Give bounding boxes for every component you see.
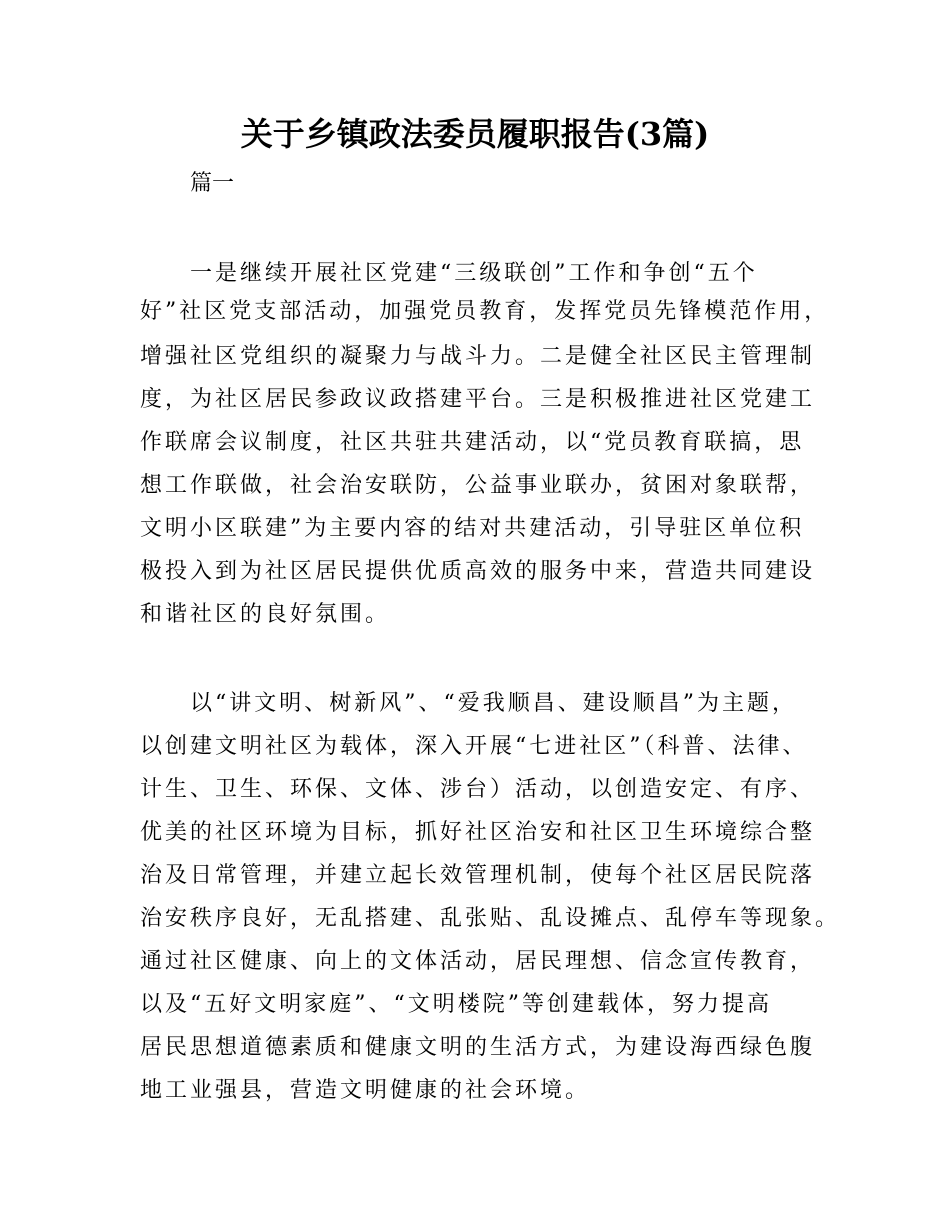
section-label: 篇一: [190, 171, 235, 196]
paragraph-line: 治安秩序良好，无乱搭建、乱张贴、乱设摊点、乱停车等现象。: [140, 906, 841, 931]
paragraph-line: 度，为社区居民参政议政搭建平台。三是积极推进社区党建工: [140, 387, 816, 412]
paragraph-line: 文明小区联建”为主要内容的结对共建活动，引导驻区单位积: [140, 516, 805, 541]
paragraph-line: 以及“五好文明家庭”、“文明楼院”等创建载体，努力提高: [140, 992, 772, 1017]
paragraph-line: 和谐社区的良好氛围。: [140, 602, 391, 627]
paragraph-line: 治及日常管理，并建立起长效管理机制，使每个社区居民院落: [140, 863, 816, 888]
paragraph-line: 一是继续开展社区党建“三级联创”工作和争创“五个: [190, 261, 758, 286]
paragraph-line: 计生、卫生、环保、文体、涉台）活动，以创造安定、有序、: [140, 777, 816, 802]
paragraph-line: 好”社区党支部活动，加强党员教育，发挥党员先锋模范作用，: [140, 299, 830, 324]
paragraph-line: 通过社区健康、向上的文体活动，居民理想、信念宣传教育，: [140, 949, 816, 974]
document-title: 关于乡镇政法委员履职报告(3篇): [240, 115, 710, 153]
paragraph-line: 居民思想道德素质和健康文明的生活方式，为建设海西绿色腹: [140, 1035, 816, 1060]
paragraph-line: 作联席会议制度，社区共驻共建活动，以“党员教育联搞，思: [140, 430, 805, 455]
paragraph-line: 增强社区党组织的凝聚力与战斗力。二是健全社区民主管理制: [140, 344, 816, 369]
paragraph-line: 想工作联做，社会治安联防，公益事业联办，贫困对象联帮，: [140, 473, 816, 498]
paragraph-line: 以“讲文明、树新风”、“爱我顺昌、建设顺昌”为主题，: [190, 691, 797, 716]
paragraph-line: 地工业强县，营造文明健康的社会环境。: [140, 1078, 591, 1103]
paragraph-line: 以创建文明社区为载体，深入开展“七进社区”（科普、法律、: [140, 734, 808, 759]
paragraph-line: 优美的社区环境为目标，抓好社区治安和社区卫生环境综合整: [140, 820, 816, 845]
paragraph-line: 极投入到为社区居民提供优质高效的服务中来，营造共同建设: [140, 559, 816, 584]
